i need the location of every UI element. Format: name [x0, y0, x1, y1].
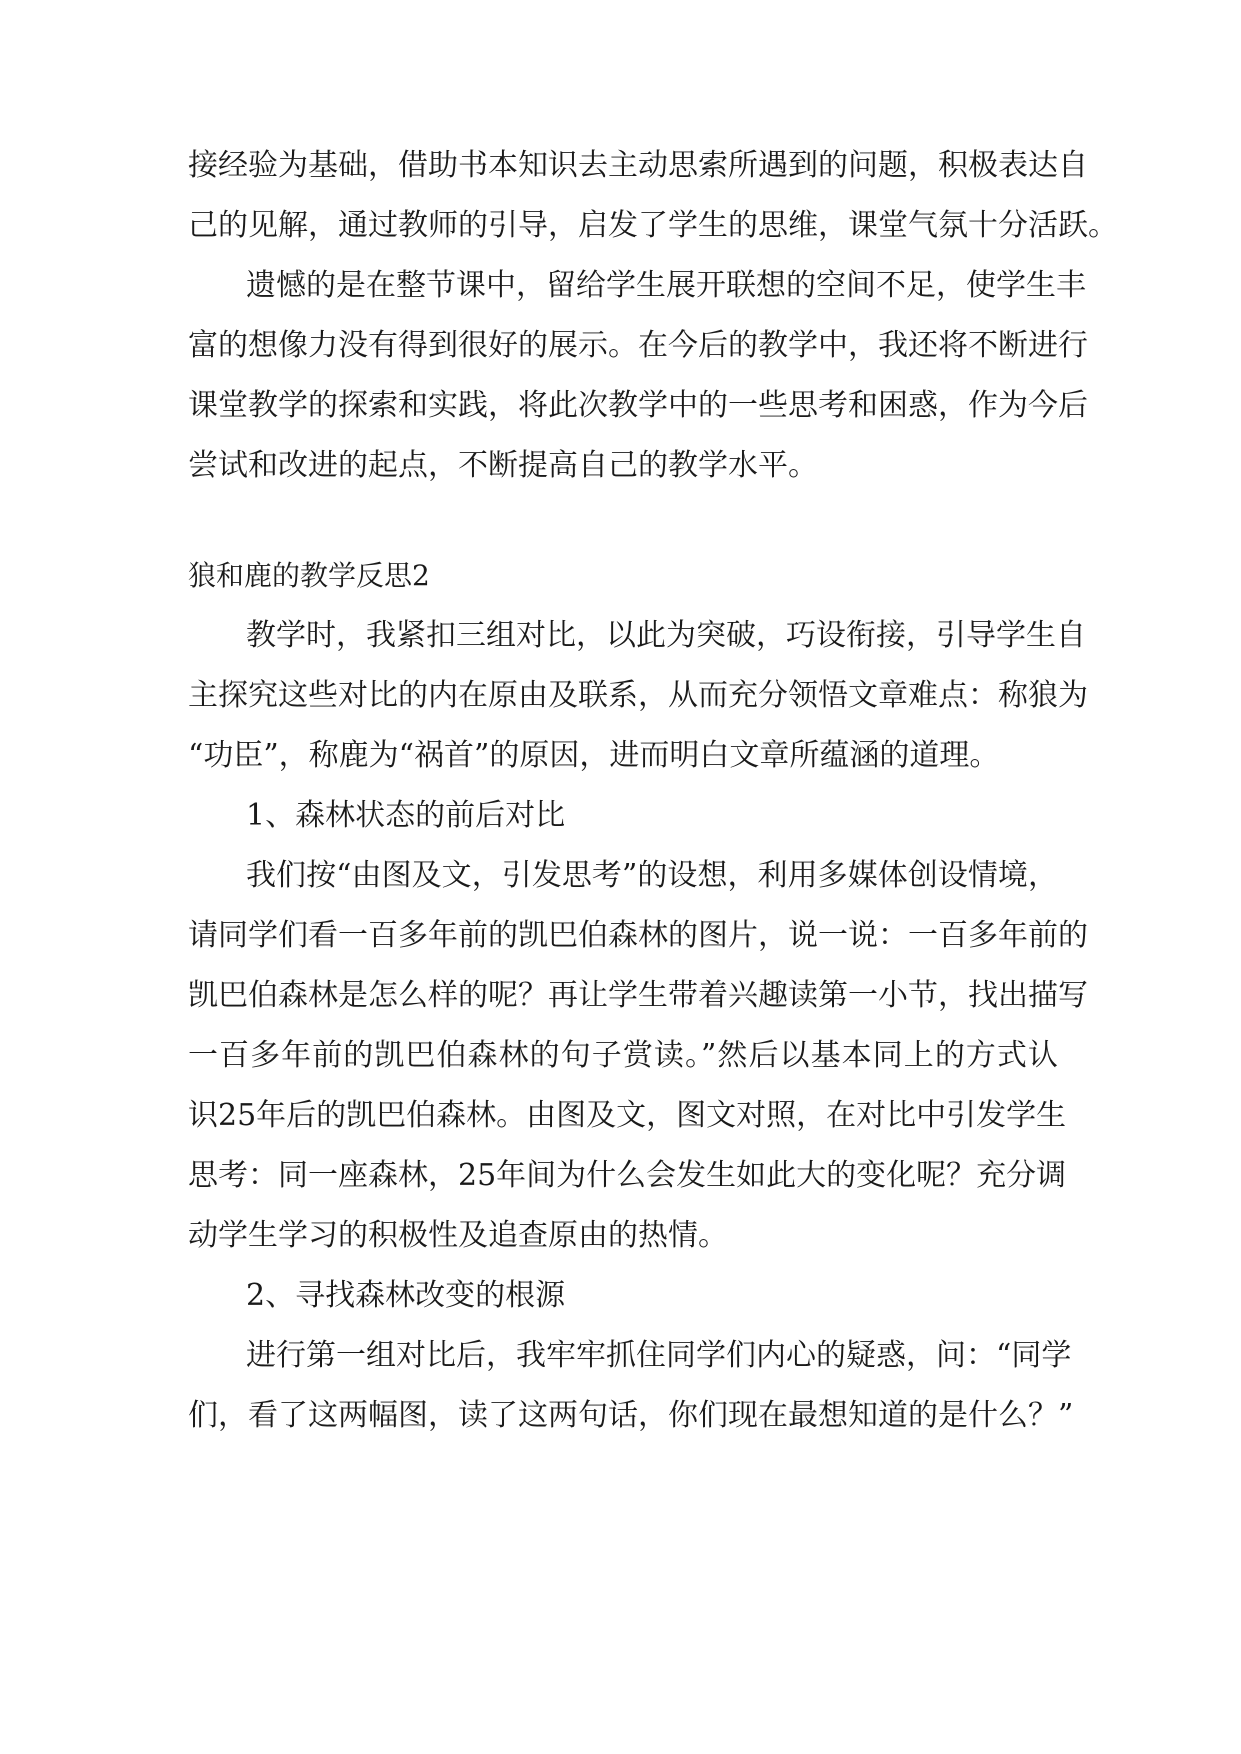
text-line: 富的想像力没有得到很好的展示。在今后的教学中，我还将不断进行 [188, 328, 1088, 363]
text-line: 尝试和改进的起点，不断提高自己的教学水平。 [188, 448, 818, 483]
text-line: “功臣”，称鹿为“祸首”的原因，进而明白文章所蕴涵的道理。 [188, 738, 1000, 773]
text-line: 识25年后的凯巴伯森林。由图及文，图文对照，在对比中引发学生 [188, 1098, 1067, 1133]
text-line: 接经验为基础，借助书本知识去主动思索所遇到的问题，积极表达自 [188, 148, 1088, 183]
text-line: 进行第一组对比后，我牢牢抓住同学们内心的疑惑，问：“同学 [246, 1338, 1072, 1373]
text-line: 请同学们看一百多年前的凯巴伯森林的图片，说一说：一百多年前的 [188, 918, 1088, 953]
text-line: 凯巴伯森林是怎么样的呢？再让学生带着兴趣读第一小节，找出描写 [188, 978, 1088, 1013]
text-line: 遗憾的是在整节课中，留给学生展开联想的空间不足，使学生丰 [246, 268, 1086, 303]
text-line: 一百多年前的凯巴伯森林的句子赏读。”然后以基本同上的方式认 [188, 1038, 1058, 1073]
subsection-heading: 1、森林状态的前后对比 [246, 798, 566, 833]
text-line: 教学时，我紧扣三组对比，以此为突破，巧设衔接，引导学生自 [246, 618, 1086, 653]
text-line: 主探究这些对比的内在原由及联系，从而充分领悟文章难点：称狼为 [188, 678, 1088, 713]
subsection-heading: 2、寻找森林改变的根源 [246, 1278, 566, 1313]
text-line: 思考：同一座森林，25年间为什么会发生如此大的变化呢？充分调 [188, 1158, 1067, 1193]
text-line: 们，看了这两幅图，读了这两句话，你们现在最想知道的是什么？” [188, 1398, 1074, 1433]
section-heading: 狼和鹿的教学反思2 [188, 559, 430, 592]
text-line: 我们按“由图及文，引发思考”的设想，利用多媒体创设情境， [246, 858, 1058, 893]
text-line: 课堂教学的探索和实践，将此次教学中的一些思考和困惑，作为今后 [188, 388, 1088, 423]
text-line: 动学生学习的积极性及追查原由的热情。 [188, 1218, 728, 1253]
text-line: 己的见解，通过教师的引导，启发了学生的思维，课堂气氛十分活跃。 [188, 208, 1118, 243]
